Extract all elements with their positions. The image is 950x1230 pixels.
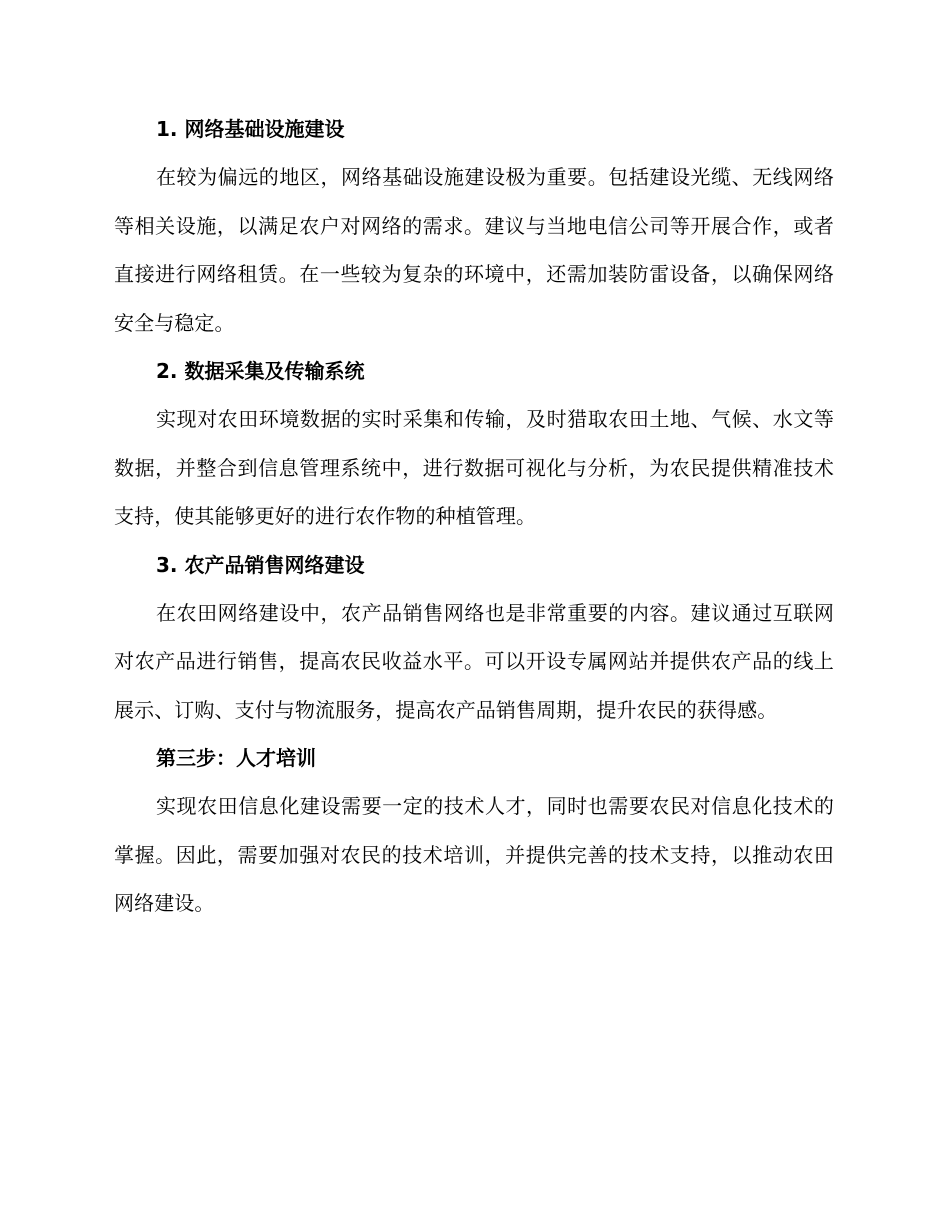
section-heading-talent-training: 第三步：人才培训 [156,746,316,770]
section-heading-network-infrastructure: 1. 网络基础设施建设 [156,117,345,141]
section-paragraph-network-infrastructure: 在较为偏远的地区，网络基础设施建设极为重要。包括建设光缆、无线网络等相关设施，以满足农户对网络的需求。建议与当地电信公司等开展合作，或者直接进行网络租赁。在一些较为复杂的环境中，还需加装防雷设备，以确保网络安全与稳定。 [114,165,834,335]
section-heading-sales-network: 3. 农产品销售网络建设 [156,552,365,577]
document-body [114,105,834,928]
section-paragraph-sales-network: 在农田网络建设中，农产品销售网络也是非常重要的内容。建议通过互联网对农产品进行销售，提高农民收益水平。可以开设专属网站并提供农产品的线上展示、订购、支付与物流服务，提高农产品销售周期，提升农民的获得感。 [114,600,834,722]
section-paragraph-talent-training: 实现农田信息化建设需要一定的技术人才，同时也需要农民对信息化技术的掌握。因此，需要加强对农民的技术培训，并提供完善的技术支持，以推动农田网络建设。 [114,794,834,915]
section-heading-data-collection: 2. 数据采集及传输系统 [156,359,365,383]
section-paragraph-data-collection: 实现对农田环境数据的实时采集和传输，及时猎取农田土地、气候、水文等数据，并整合到信息管理系统中，进行数据可视化与分析，为农民提供精准技术支持，使其能够更好的进行农作物的种植管理。 [114,407,834,528]
